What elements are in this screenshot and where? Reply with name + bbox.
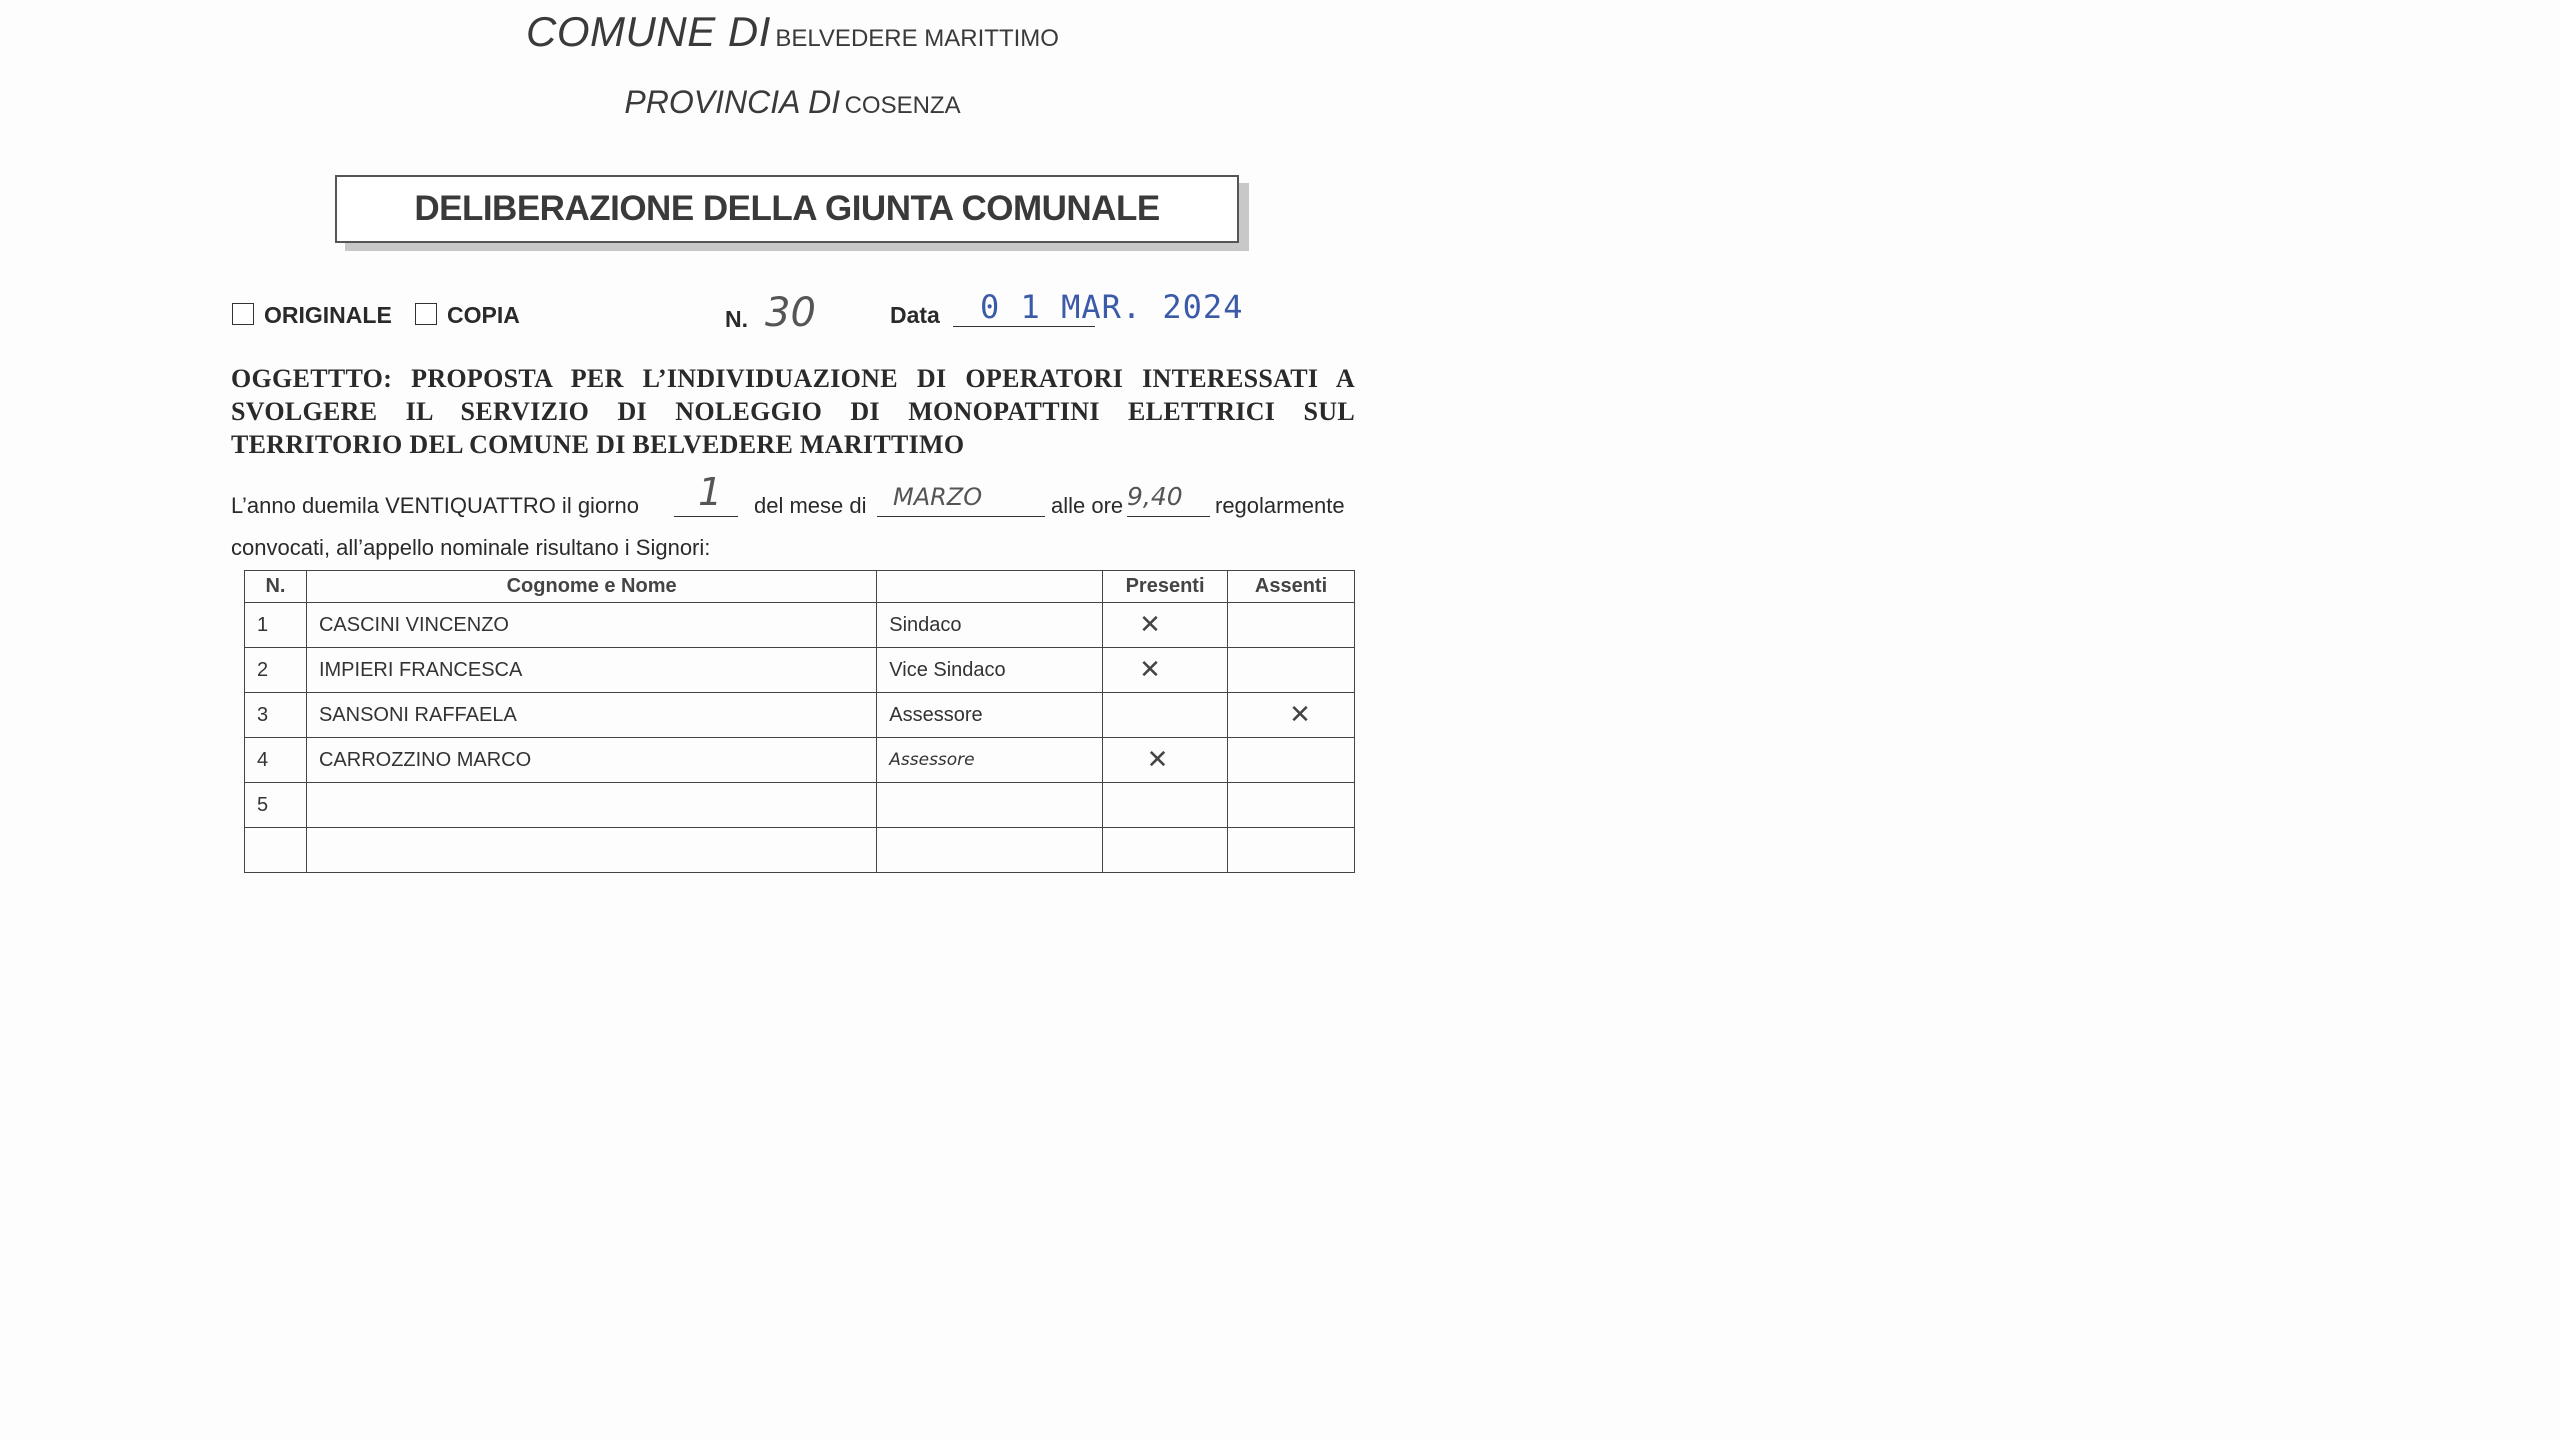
comune-prefix: COMUNE DI: [526, 8, 771, 55]
row-presente-mark: [1103, 783, 1228, 828]
row-assente-mark: [1228, 783, 1355, 828]
row-role: [877, 828, 1103, 873]
oggetto-text: OGGETTTO: PROPOSTA PER L’INDIVIDUAZIONE DI OPERATORI INTERESSATI A SVOLGERE IL SERVIZIO DI NOLEGGIO DI MONOPATTINI ELETTRICI SUL TERRITORIO DEL COMUNE DI BELVEDERE MARITTIMO: [231, 364, 1355, 459]
meeting-text-5: convocati, all’appello nominale risultano i Signori:: [231, 535, 711, 560]
row-assente-mark: [1228, 738, 1355, 783]
date-stamp: 0 1 MAR. 2024: [980, 288, 1244, 326]
table-row: [245, 828, 1355, 873]
table-row: [245, 783, 1355, 828]
number-value: 30: [765, 290, 816, 336]
day-handwritten: 1: [698, 470, 723, 514]
comune-header: [0, 8, 1585, 56]
row-name: SANSONI RAFFAELA: [306, 693, 876, 738]
row-number: [245, 828, 307, 873]
table-row: [245, 738, 1355, 783]
time-underline: [1127, 516, 1210, 517]
date-underline: [953, 326, 1095, 327]
row-name: [306, 828, 876, 873]
row-name: CASCINI VINCENZO: [306, 603, 876, 648]
originale-label: ORIGINALE: [264, 302, 392, 328]
day-underline: [674, 516, 738, 517]
row-assente-mark: [1228, 603, 1355, 648]
attendance-table: [244, 570, 1355, 873]
row-role: Vice Sindaco: [877, 648, 1103, 693]
time-handwritten: 9,40: [1127, 482, 1183, 511]
cross-mark-icon: ✕: [1146, 745, 1169, 775]
meeting-text-4: regolarmente: [1215, 493, 1345, 518]
row-name: [306, 783, 876, 828]
document-title: DELIBERAZIONE DELLA GIUNTA COMUNALE: [414, 189, 1160, 228]
row-presente-mark: [1103, 603, 1228, 648]
provincia-name: COSENZA: [844, 92, 961, 119]
month-underline: [877, 516, 1045, 517]
provincia-header: [0, 84, 1585, 121]
copia-checkbox[interactable]: [415, 303, 437, 325]
meeting-text-3: alle ore: [1051, 493, 1124, 518]
row-presente-mark: [1103, 828, 1228, 873]
row-role: [877, 783, 1103, 828]
row-role-handwritten: Assessore: [877, 738, 1103, 783]
table-row: [245, 648, 1355, 693]
table-row: [245, 603, 1355, 648]
row-number: 5: [245, 783, 307, 828]
table-row: [245, 693, 1355, 738]
header-assenti: Assenti: [1228, 571, 1355, 603]
row-number: 3: [245, 693, 307, 738]
row-presente-mark: [1103, 693, 1228, 738]
table-header-row: [245, 571, 1355, 603]
row-assente-mark: [1228, 648, 1355, 693]
month-handwritten: MARZO: [893, 483, 983, 511]
row-presente-mark: [1103, 738, 1228, 783]
number-label: N.: [725, 306, 748, 332]
row-number: 1: [245, 603, 307, 648]
row-presente-mark: [1103, 648, 1228, 693]
provincia-prefix: PROVINCIA DI: [624, 84, 841, 120]
row-name: CARROZZINO MARCO: [306, 738, 876, 783]
row-assente-mark: [1228, 828, 1355, 873]
row-role: Assessore: [877, 693, 1103, 738]
document-title-box: [335, 175, 1239, 243]
cross-mark-icon: ✕: [1139, 655, 1161, 685]
row-number: 4: [245, 738, 307, 783]
header-presenti: Presenti: [1103, 571, 1228, 603]
copia-label: COPIA: [447, 302, 520, 328]
meeting-text-1: L’anno duemila VENTIQUATTRO il giorno: [231, 493, 639, 518]
cross-mark-icon: ✕: [1289, 700, 1311, 730]
header-role: [877, 571, 1103, 603]
cross-mark-icon: ✕: [1139, 610, 1161, 640]
comune-name: BELVEDERE MARITTIMO: [775, 25, 1059, 52]
header-name: Cognome e Nome: [306, 571, 876, 603]
date-label: Data: [890, 302, 940, 328]
row-assente-mark: [1228, 693, 1355, 738]
row-role: Sindaco: [877, 603, 1103, 648]
row-name: IMPIERI FRANCESCA: [306, 648, 876, 693]
row-number: 2: [245, 648, 307, 693]
originale-checkbox[interactable]: [232, 303, 254, 325]
meeting-text-2: del mese di: [754, 493, 867, 518]
header-number: N.: [245, 571, 307, 603]
